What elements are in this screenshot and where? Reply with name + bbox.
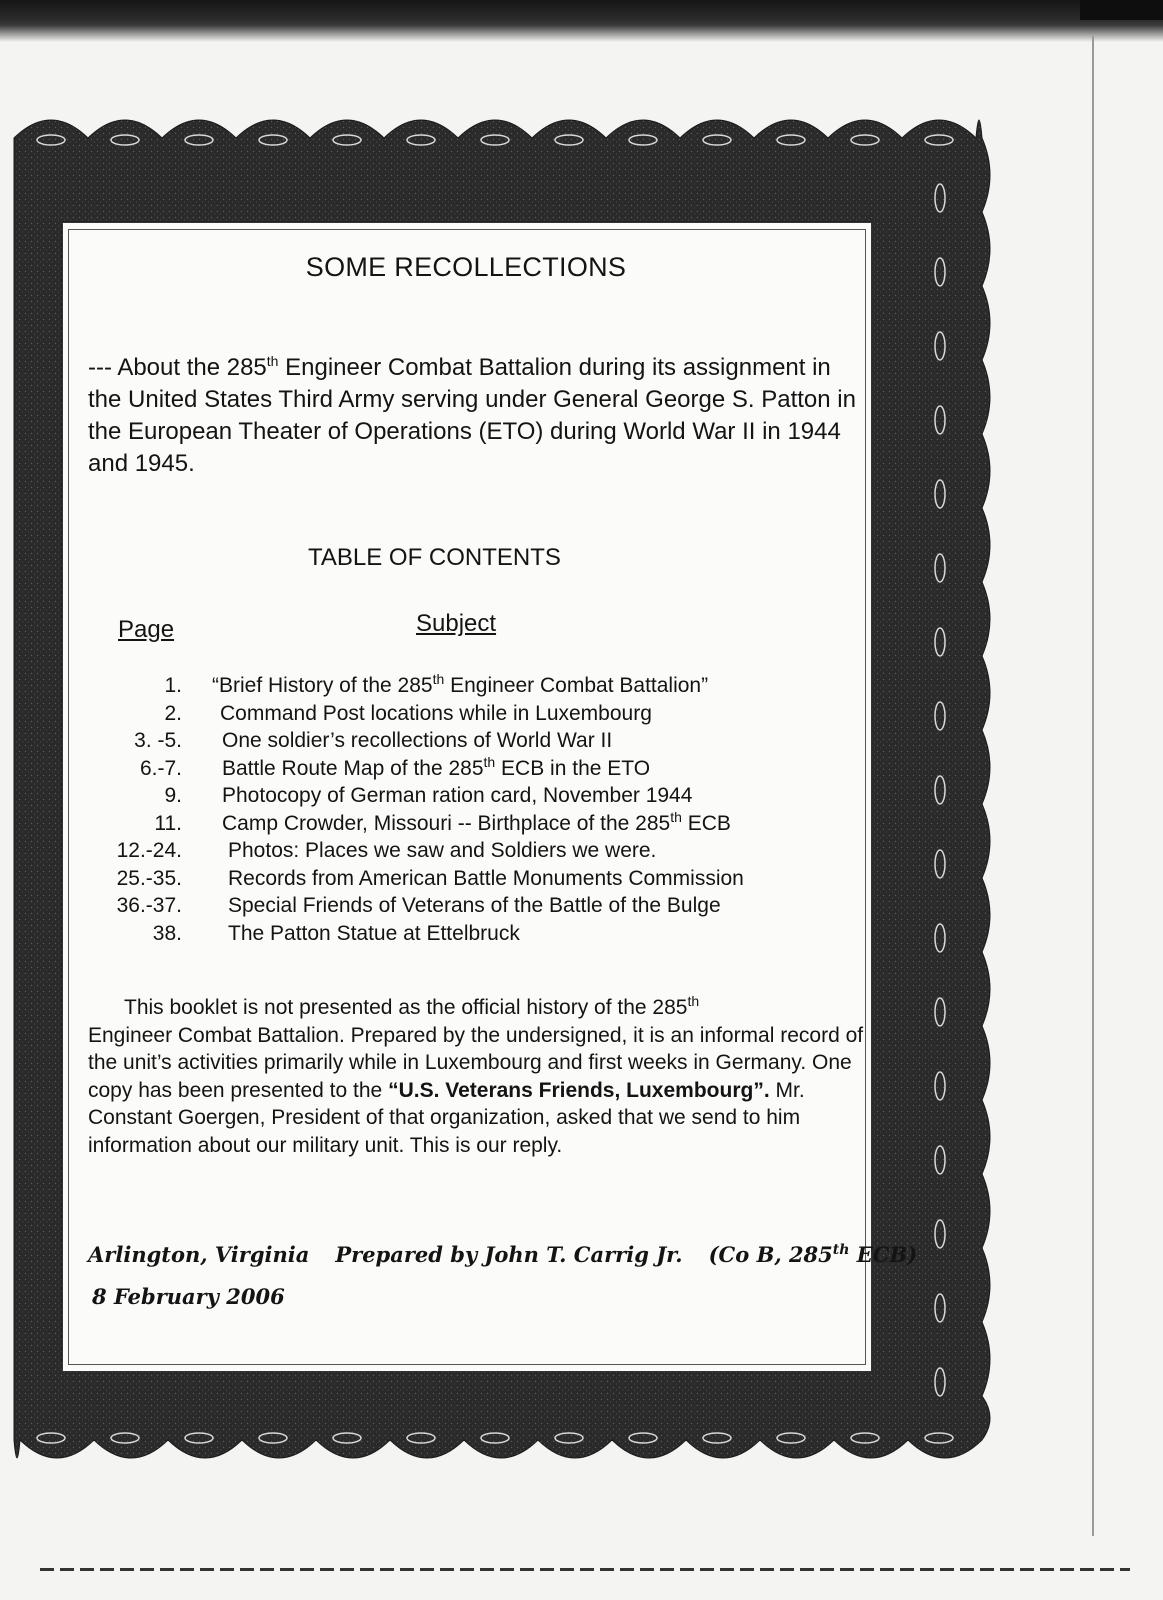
toc-page-number: 25.-35.	[116, 866, 182, 890]
toc-page-number: 38.	[152, 921, 182, 945]
closing-line1-text: This booklet is not presented as the official history of the 285	[124, 996, 688, 1019]
toc-row	[62, 671, 870, 702]
toc-row	[62, 784, 870, 812]
toc-page-number: 9.	[164, 784, 182, 807]
toc-row	[62, 808, 870, 840]
closing-superscript: th	[687, 993, 700, 1009]
toc-subject	[222, 784, 692, 808]
signature-place: Arlington, Virginia	[88, 1242, 310, 1267]
toc-subject-text: “Brief History of the 285	[212, 674, 433, 697]
toc-page-number: 2.	[164, 701, 182, 725]
toc-subject	[222, 729, 612, 753]
signature-unit-start: (Co B, 285	[708, 1242, 833, 1267]
toc-row	[62, 839, 870, 867]
document-title: SOME RECOLLECTIONS	[305, 252, 627, 282]
toc-subject	[228, 867, 744, 891]
toc-subject-text: Camp Crowder, Missouri -- Birthplace of the 285	[222, 811, 671, 835]
toc-page-number: 1.	[164, 674, 182, 697]
toc-row	[62, 922, 870, 950]
toc-column-subject: Subject	[416, 610, 497, 637]
toc-subject	[212, 671, 709, 698]
toc-subject-text-end: ECB	[681, 811, 731, 835]
toc-heading: TABLE OF CONTENTS	[308, 544, 561, 571]
intro-text-start: --- About the 285	[88, 354, 267, 381]
toc-page-number: 6.-7.	[139, 756, 182, 780]
toc-subject-text: Command Post locations while in Luxembourg	[220, 701, 652, 725]
table-of-contents	[62, 671, 870, 949]
toc-column-page: Page	[118, 616, 175, 643]
toc-page-number: 3. -5.	[134, 729, 182, 752]
toc-page-number: 12.-24.	[116, 839, 182, 862]
toc-subject-text: Records from American Battle Monuments Commission	[228, 866, 744, 890]
toc-subject-text: Special Friends of Veterans of the Battle of the Bulge	[228, 894, 721, 917]
toc-subject-superscript: th	[432, 671, 445, 687]
intro-text-rest: Engineer Combat Battalion during its assignment in the United States Third Army serving under General George S. Patton in the European Theater of Operations (ETO) during World War II in 1944 and 1945.	[88, 354, 856, 477]
toc-subject-superscript: th	[483, 753, 496, 770]
toc-subject	[228, 894, 721, 918]
signature-preparer: Prepared by John T. Carrig Jr.	[335, 1242, 683, 1267]
toc-subject-superscript: th	[670, 808, 682, 825]
toc-subject	[228, 922, 520, 946]
toc-subject-text: Photocopy of German ration card, November 1944	[222, 784, 693, 807]
closing-paragraph	[88, 994, 868, 1159]
toc-row	[62, 867, 870, 895]
toc-row	[62, 729, 870, 757]
signature-line	[88, 1242, 918, 1267]
toc-row	[62, 894, 870, 922]
signature-unit	[709, 1242, 918, 1267]
toc-page-number: 11.	[154, 811, 182, 835]
signature-unit-end: ECB)	[849, 1242, 918, 1267]
toc-row	[62, 753, 870, 785]
toc-subject	[228, 839, 656, 863]
toc-subject	[222, 753, 651, 781]
toc-subject	[220, 702, 652, 726]
toc-subject-text: Photos: Places we saw and Soldiers we were.	[228, 839, 657, 862]
closing-text-b: Mr. Constant Goergen, President of that organization, asked that we send to him information about our military unit. This is our reply.	[88, 1078, 805, 1157]
toc-subject-text: One soldier’s recollections of World War II	[222, 729, 613, 752]
document-body	[62, 222, 918, 1370]
intro-superscript: th	[266, 353, 279, 369]
toc-page-number: 36.-37.	[116, 894, 182, 917]
toc-row	[62, 702, 870, 730]
intro-paragraph	[88, 352, 868, 480]
toc-subject-text-end: Engineer Combat Battalion”	[444, 674, 709, 697]
signature-date: 8 February 2006	[92, 1284, 285, 1309]
closing-text-a: Engineer Combat Battalion. Prepared by the undersigned, it is an informal record of the unit’s activities primarily while in Luxembourg and first weeks in Germany. One copy has been presented to the	[88, 1023, 864, 1102]
toc-subject-text: Battle Route Map of the 285	[222, 756, 484, 780]
signature-unit-sup: th	[832, 1242, 850, 1258]
toc-subject	[222, 808, 731, 836]
closing-org-name: “U.S. Veterans Friends, Luxembourg”.	[388, 1078, 770, 1102]
toc-subject-text: The Patton Statue at Ettelbruck	[228, 921, 520, 945]
closing-first-line	[88, 994, 868, 1022]
toc-subject-text-end: ECB in the ETO	[495, 756, 651, 780]
